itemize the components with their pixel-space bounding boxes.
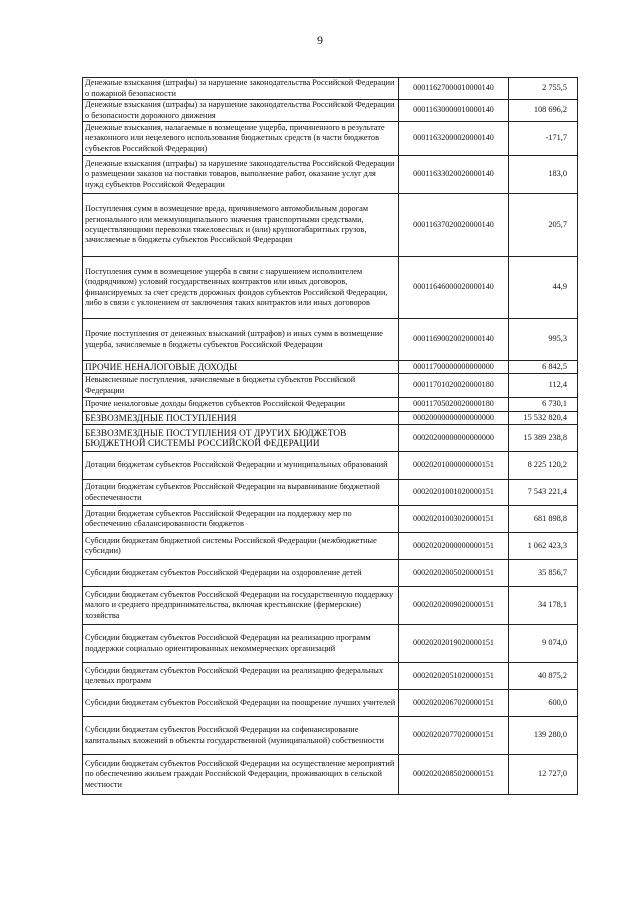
row-code: 00011700000000000000 <box>399 361 509 374</box>
table-row <box>83 755 578 795</box>
row-amount: 2 755,5 <box>509 78 578 100</box>
row-code: 00011633020020000140 <box>399 156 509 194</box>
row-description: Денежные взыскания, налагаемые в возмещение ущерба, причиненного в результате незаконного или нецелевого использования бюджетных средств (в части бюджетов субъектов Российской Федерации) <box>83 122 399 156</box>
row-code: 00011637020020000140 <box>399 194 509 257</box>
row-code: 00020202085020000151 <box>399 755 509 795</box>
row-description: Субсидии бюджетам субъектов Российской Федерации на осуществление мероприятий по обеспечению жильем граждан Российской Федерации, проживающих в сельской местности <box>83 755 399 795</box>
row-amount: 183,0 <box>509 156 578 194</box>
row-description: Дотации бюджетам субъектов Российской Федерации на выравнивание бюджетной обеспеченности <box>83 480 399 506</box>
table-row <box>83 587 578 625</box>
table-row <box>83 425 578 452</box>
row-description: Субсидии бюджетам субъектов Российской Федерации на оздоровление детей <box>83 560 399 587</box>
row-description: Денежные взыскания (штрафы) за нарушение законодательства Российской Федерации о пожарной безопасности <box>83 78 399 100</box>
row-amount: 108 696,2 <box>509 100 578 122</box>
table-row <box>83 663 578 690</box>
row-description: Денежные взыскания (штрафы) за нарушение законодательства Российской Федерации о безопасности дорожного движения <box>83 100 399 122</box>
table-row <box>83 156 578 194</box>
row-description: Субсидии бюджетам субъектов Российской Федерации на государственную поддержку малого и среднего предпринимательства, включая крестьянские (фермерские) хозяйства <box>83 587 399 625</box>
row-code: 00020201001020000151 <box>399 480 509 506</box>
row-description: Невыясненные поступления, зачисляемые в бюджеты субъектов Российской Федерации <box>83 374 399 398</box>
row-amount: 9 074,0 <box>509 625 578 663</box>
row-code: 00011690020020000140 <box>399 319 509 361</box>
row-description: БЕЗВОЗМЕЗДНЫЕ ПОСТУПЛЕНИЯ ОТ ДРУГИХ БЮДЖЕТОВ БЮДЖЕТНОЙ СИСТЕМЫ РОССИЙСКОЙ ФЕДЕРАЦИИ <box>83 425 399 452</box>
revenue-table-body <box>83 78 578 795</box>
table-row <box>83 533 578 560</box>
row-description: Денежные взыскания (штрафы) за нарушение законодательства Российской Федерации о размещении заказов на поставки товаров, выполнение работ, оказание услуг для нужд субъектов Российской Федерации <box>83 156 399 194</box>
table-row <box>83 717 578 755</box>
table-row <box>83 412 578 425</box>
row-code: 00011632000020000140 <box>399 122 509 156</box>
row-description: Субсидии бюджетам бюджетной системы Российской Федерации (межбюджетные субсидии) <box>83 533 399 560</box>
row-amount: 205,7 <box>509 194 578 257</box>
row-amount: 112,4 <box>509 374 578 398</box>
row-code: 00020201003020000151 <box>399 506 509 533</box>
row-amount: 15 532 820,4 <box>509 412 578 425</box>
row-amount: 1 062 423,3 <box>509 533 578 560</box>
table-row <box>83 625 578 663</box>
table-row <box>83 194 578 257</box>
row-code: 00020202005020000151 <box>399 560 509 587</box>
row-amount: 15 389 238,8 <box>509 425 578 452</box>
row-code: 00020202019020000151 <box>399 625 509 663</box>
row-description: Поступления сумм в возмещение вреда, причиняемого автомобильным дорогам регионального или межмуниципального значения транспортными средствами, осуществляющими перевозки тяжеловесных и (или) крупногабаритных грузов, зачисляемые в бюджеты субъектов Российской Федерации <box>83 194 399 257</box>
row-code: 00020202077020000151 <box>399 717 509 755</box>
table-row <box>83 319 578 361</box>
table-row <box>83 122 578 156</box>
table-row <box>83 257 578 319</box>
revenue-table <box>82 77 578 795</box>
row-description: Прочие поступления от денежных взысканий (штрафов) и иных сумм в возмещение ущерба, зачисляемые в бюджеты субъектов Российской Федерации <box>83 319 399 361</box>
row-description: Субсидии бюджетам субъектов Российской Федерации на реализацию федеральных целевых программ <box>83 663 399 690</box>
row-amount: 6 842,5 <box>509 361 578 374</box>
row-amount: 139 280,0 <box>509 717 578 755</box>
row-amount: 8 225 120,2 <box>509 452 578 480</box>
table-row <box>83 100 578 122</box>
row-code: 00020202051020000151 <box>399 663 509 690</box>
row-code: 00020000000000000000 <box>399 412 509 425</box>
row-amount: -171,7 <box>509 122 578 156</box>
row-code: 00011627000010000140 <box>399 78 509 100</box>
row-description: ПРОЧИЕ НЕНАЛОГОВЫЕ ДОХОДЫ <box>83 361 399 374</box>
table-row <box>83 506 578 533</box>
row-amount: 600,0 <box>509 690 578 717</box>
row-amount: 12 727,0 <box>509 755 578 795</box>
row-code: 00020202067020000151 <box>399 690 509 717</box>
row-amount: 6 730,1 <box>509 398 578 412</box>
table-row <box>83 560 578 587</box>
table-row <box>83 480 578 506</box>
row-code: 00020200000000000000 <box>399 425 509 452</box>
row-description: Субсидии бюджетам субъектов Российской Федерации на реализацию программ поддержки социально ориентированных некоммерческих организаций <box>83 625 399 663</box>
row-amount: 681 898,8 <box>509 506 578 533</box>
table-row <box>83 452 578 480</box>
row-description: Дотации бюджетам субъектов Российской Федерации и муниципальных образований <box>83 452 399 480</box>
row-description: Субсидии бюджетам субъектов Российской Федерации на софинансирование капитальных вложений в объекты государственной (муниципальной) собственности <box>83 717 399 755</box>
table-row <box>83 398 578 412</box>
row-code: 00020201000000000151 <box>399 452 509 480</box>
row-amount: 40 875,2 <box>509 663 578 690</box>
row-amount: 44,9 <box>509 257 578 319</box>
row-code: 00011705020020000180 <box>399 398 509 412</box>
row-description: Дотации бюджетам субъектов Российской Федерации на поддержку мер по обеспечению сбалансированности бюджетов <box>83 506 399 533</box>
table-row <box>83 78 578 100</box>
row-description: Прочие неналоговые доходы бюджетов субъектов Российской Федерации <box>83 398 399 412</box>
table-row <box>83 374 578 398</box>
row-description: Поступления сумм в возмещение ущерба в связи с нарушением исполнителем (подрядчиком) условий государственных контрактов или иных договоров, финансируемых за счет средств дорожных фондов субъектов Российской Федерации, либо в связи с уклонением от заключения таких контрактов или иных договоров <box>83 257 399 319</box>
page-number: 9 <box>317 33 323 47</box>
row-amount: 35 856,7 <box>509 560 578 587</box>
row-code: 00011646000020000140 <box>399 257 509 319</box>
row-description: БЕЗВОЗМЕЗДНЫЕ ПОСТУПЛЕНИЯ <box>83 412 399 425</box>
row-code: 00020202000000000151 <box>399 533 509 560</box>
table-row <box>83 361 578 374</box>
row-description: Субсидии бюджетам субъектов Российской Федерации на поощрение лучших учителей <box>83 690 399 717</box>
row-code: 00011630000010000140 <box>399 100 509 122</box>
row-amount: 995,3 <box>509 319 578 361</box>
row-amount: 34 178,1 <box>509 587 578 625</box>
row-amount: 7 543 221,4 <box>509 480 578 506</box>
row-code: 00020202009020000151 <box>399 587 509 625</box>
table-row <box>83 690 578 717</box>
row-code: 00011701020020000180 <box>399 374 509 398</box>
